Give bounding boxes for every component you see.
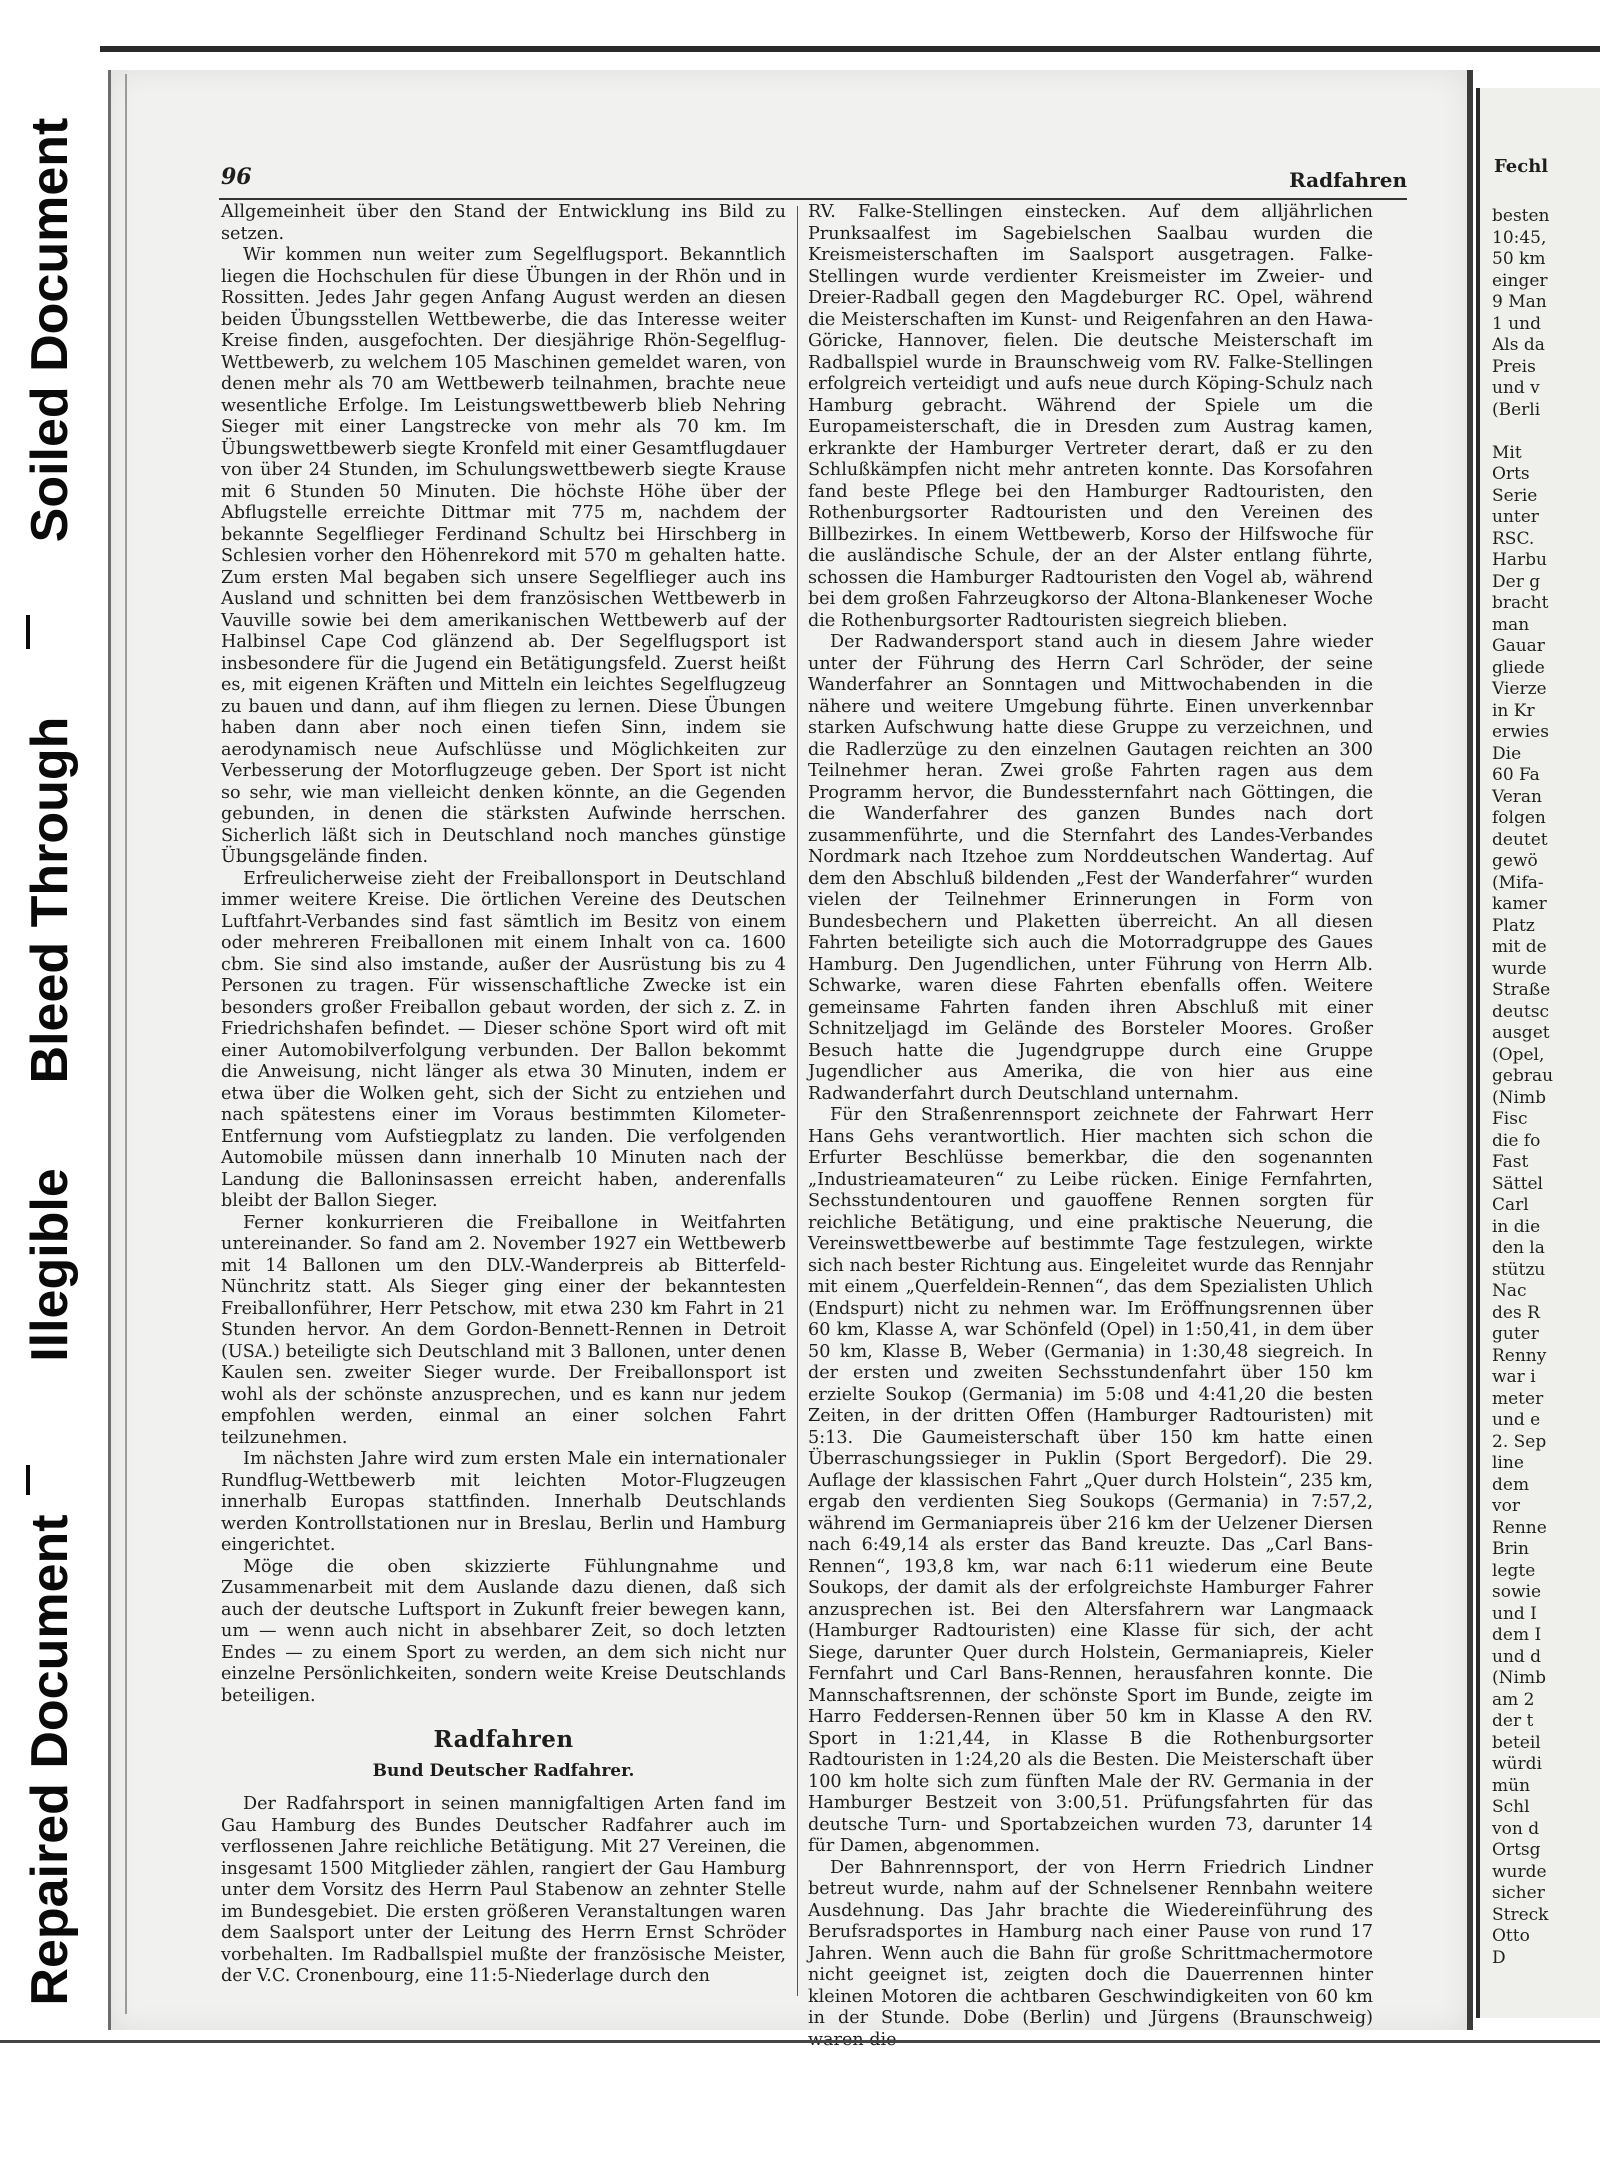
- adjacent-page-line: 50 km: [1492, 249, 1546, 269]
- page-number: 96: [221, 164, 252, 190]
- adjacent-page-line: gewö: [1492, 851, 1538, 871]
- adjacent-page-line: (Nimb: [1492, 1087, 1546, 1108]
- adjacent-page-line: in die: [1492, 1216, 1541, 1237]
- soiled-document-label: Soiled Document: [21, 117, 79, 543]
- header-rule: [219, 198, 1407, 200]
- adjacent-page-line: (Opel,: [1492, 1044, 1545, 1065]
- adjacent-page-line: ausget: [1492, 1023, 1550, 1043]
- adjacent-page-line: Preis: [1492, 356, 1536, 377]
- adjacent-page-line: Renne: [1492, 1517, 1547, 1538]
- adjacent-page-line: in Kr: [1492, 700, 1535, 721]
- adjacent-page-line: Straße: [1492, 980, 1551, 1000]
- adjacent-page-line: einger: [1492, 270, 1548, 291]
- adjacent-page-line: beteil: [1492, 1732, 1541, 1753]
- adjacent-page-line: Brin: [1492, 1539, 1530, 1559]
- adjacent-page-line: des R: [1492, 1302, 1540, 1323]
- adjacent-page-line: Die: [1492, 743, 1522, 764]
- adjacent-page-line: am 2: [1492, 1689, 1535, 1710]
- adjacent-page-line: die fo: [1492, 1130, 1541, 1151]
- adjacent-page-line: Als da: [1492, 335, 1545, 355]
- paragraph: Wir kommen nun weiter zum Segelflugsport. Bekanntlich liegen die Hochschulen für diese Übungen in der Rhön und in Rossitten. Jedes Jahr gegen Anfang August werden an diesen beiden Übungsstellen Wettbewerbe, die das Interesse weiter Kreise finden, ausgefochten. Der diesjährige Rhön-Segelflug-Wettbewerb, zu welchem 105 Maschinen gemeldet waren, von denen mehr als 70 am Wettbewerb teilnahmen, brachte neue wesentliche Erfolge. Im Leistungswettbewerb blieb Nehring Sieger mit einer Langstrecke von mehr als 70 km. Im Übungswettbewerb siegte Kronfeld mit einer Gesamtflugdauer von über 24 Stunden, im Schulungswettbewerb siegte Krause mit 6 Stunden 50 Minuten. Die höchste Höhe über der Abflugstelle erreichte Dittmar mit 775 m, nachdem der bekannte Segelflieger Ferdinand Schultz bei Hirschberg in Schlesien vorher den Höhenrekord mit 570 m gehalten hatte. Zum ersten Mal begaben sich unsere Segelflieger auch ins Ausland und schnitten bei dem französischen Wettbewerb in Vauville sowie bei dem amerikanischen Wettbewerb auf der Halbinsel Cape Cod glänzend ab. Der Segelflugsport ist insbesondere für die Jugend ein Betätigungsfeld. Zuerst heißt es, mit eigenen Kräften und Mitteln ein leichtes Segelflugzeug zu bauen und dann, auf ihm fliegen zu lernen. Diese Übungen haben dann aber noch einen tiefen Sinn, indem sie aerodynamisch neue Aufschlüsse und Möglichkeiten zur Verbesserung der Motorflugzeuge geben. Der Sport ist nicht so sehr, wie man vielleicht denken könnte, an die Gegenden gebunden, in denen die stärksten Aufwinde herrschen. Sicherlich läßt sich in Deutschland noch manches günstige Übungsgelände finden.: [221, 245, 786, 867]
- adjacent-page-text: [1492, 206, 1600, 1969]
- paragraph: Der Radwandersport stand auch in diesem Jahre wieder unter der Führung des Herrn Carl Schröder, der seine Wanderfahrer an Sonntagen und Mittwochabenden in die nähere und weitere Umgebung führte. Einen unverkennbar starken Aufschwung hatte diese Gruppe zu verzeichnen, und die Radlerzüge zu den einzelnen Gautagen reichten an 300 Teilnehmer heran. Zwei große Fahrten ragen aus dem Programm hervor, die Bundessternfahrt nach Göttingen, die die Wanderfahrer des ganzen Bundes nach dort zusammenführte, und die Sternfahrt des Landes-Verbandes Nordmark nach Itzehoe zum Norddeutschen Wandertag. Auf dem den Abschluß bildenden „Fest der Wanderfahrer“ wurden vielen der Teilnehmer Erinnerungen in Form von Bundesbechern und Plaketten überreicht. An all diesen Fahrten beteiligte sich auch die Motorradgruppe des Gaues Hamburg. Den Jugendlichen, unter Führung von Herrn Alb. Schwarke, waren diese Fahrten ebenfalls offen. Weitere gemeinsame Fahrten fanden ihren Abschluß mit einer Schnitzeljagd im Gelände des Borsteler Moores. Großer Besuch hatte die Jugendgruppe durch eine Gruppe Jugendlicher aus Amerika, die von hier aus eine Radwanderfahrt durch Deutschland unternahm.: [808, 632, 1373, 1104]
- adjacent-page-line: Harbu: [1492, 550, 1547, 570]
- document-page: [108, 70, 1473, 2030]
- adjacent-page-line: Nac: [1492, 1281, 1527, 1301]
- adjacent-page-line: und d: [1492, 1646, 1542, 1667]
- adjacent-page-line: 10:45,: [1492, 227, 1547, 248]
- paragraph: Im nächsten Jahre wird zum ersten Male ein internationaler Rundflug-Wettbewerb mit leichten Motor-Flugzeugen innerhalb Europas stattfinden. Innerhalb Deutschlands werden Kontrollstationen nur in Breslau, Berlin und Hamburg eingerichtet.: [221, 1449, 786, 1555]
- repaired-document-label: Repaired Document: [21, 1514, 79, 2006]
- adjacent-page-line: line: [1492, 1453, 1524, 1473]
- adjacent-page-line: Renny: [1492, 1345, 1547, 1366]
- adjacent-page-line: unter: [1492, 507, 1539, 527]
- adjacent-page-line: folgen: [1492, 808, 1546, 828]
- adjacent-page-line: (Mifa-: [1492, 872, 1544, 893]
- adjacent-page-line: würdi: [1492, 1754, 1542, 1774]
- adjacent-page-line: von d: [1492, 1818, 1540, 1839]
- adjacent-page-line: Streck: [1492, 1904, 1549, 1925]
- adjacent-page-line: Orts: [1492, 464, 1530, 484]
- adjacent-page-line: kamer: [1492, 894, 1547, 914]
- adjacent-page-line: war i: [1492, 1367, 1536, 1387]
- adjacent-page-line: den la: [1492, 1238, 1545, 1258]
- adjacent-page-line: 60 Fa: [1492, 765, 1540, 785]
- adjacent-page-line: 9 Man: [1492, 292, 1547, 312]
- section-subtitle: Bund Deutscher Radfahrer.: [372, 1760, 635, 1781]
- adjacent-page-line: 2. Sep: [1492, 1431, 1547, 1452]
- adjacent-page-line: deutet: [1492, 829, 1548, 850]
- adjacent-page: [1476, 88, 1600, 2018]
- adjacent-page-line: [1492, 421, 1600, 443]
- adjacent-page-line: Mit: [1492, 442, 1522, 463]
- adjacent-page-line: vor: [1492, 1496, 1520, 1516]
- adjacent-page-line: legte: [1492, 1560, 1536, 1581]
- adjacent-page-line: deutsc: [1492, 1001, 1549, 1022]
- paragraph: Für den Straßenrennsport zeichnete der Fahrwart Herr Hans Gehs verantwortlich. Hier machten sich schon die Erfurter Beschlüsse bemerkbar, die den sogenannten „Industrieamateuren“ zu Leibe rücken. Einige Fernfahrten, Sechsstundentouren und gauoffene Rennen sorgten für reichliche Betätigung, und eine praktische Neuerung, die Vereinswettbewerbe auf bestimmte Tage festzulegen, wirkte sich nach bester Richtung aus. Eingeleitet wurde das Rennjahr mit einem „Querfeldein-Rennen“, das dem Spezialisten Uhlich (Endspurt) nicht zu nehmen war. Im Eröffnungsrennen über 60 km, Klasse A, war Schönfeld (Opel) in 1:50,41, in dem über 50 km, Klasse B, Weber (Germania) in 1:30,48 siegreich. In der ersten und zweiten Sechsstundenfahrt über 150 km erzielte Soukop (Germania) im 5:08 und 4:41,20 die besten Zeiten, in der dritten Offen (Hamburger Radtouristen) mit 5:13. Die Gaumeisterschaft über 150 km hatte einen Überraschungssieger in Puklin (Sport Bergedorf). Die 29. Auflage der klassischen Fahrt „Quer durch Holstein“, 235 km, ergab den verdienten Sieg Soukops (Germania) in 7:57,2, während im Germaniapreis über 216 km der Uelzener Diersen nach 6:49,14 als erster das Band kreuzte. Das „Carl Bans-Rennen“, 193,8 km, war nach 6:11 wiederum eine Beute Soukops, der damit als der erfolgreichste Hamburger Fahrer anzusprechen ist. Bei den Altersfahrern war Langmaack (Hamburger Radtouristen) eine Klasse für sich, der acht Siege, darunter Quer durch Holstein, Germaniapreis, Kieler Fernfahrt und Carl Bans-Rennen, herausfahren konnte. Die Mannschaftsrennen, der schönste Sport im Bunde, zeigte im Harro Feddersen-Rennen über 50 km in Klasse A den RV. Sport in 1:21,44, in Klasse B die Rothenburgsorter Radtouristen in 1:24,20 als die Besten. Die Meisterschaft über 100 km holte sich zum fünften Male der RV. Germania in der Hamburger Bestzeit von 3:00,51. Prüfungsfahrten für das deutsche Turn- und Sportabzeichen wurden 73, darunter 14 für Damen, abgenommen.: [808, 1105, 1373, 1856]
- paragraph: Erfreulicherweise zieht der Freiballonsport in Deutschland immer weitere Kreise. Die örtlichen Vereine des Deutschen Luftfahrt-Verbandes sind fast sämtlich im Besitz von einem oder mehreren Freiballonen mit einem Inhalt von ca. 1600 cbm. Sie sind also imstande, außer der Ausrüstung bis zu 4 Personen zu tragen. Für wissenschaftliche Zwecke ist ein besonders großer Freiballon gebaut worden, der sich z. Z. in Friedrichshafen befindet. — Dieser schöne Sport wird oft mit einer Automobilverfolgung verbunden. Der Ballon bekommt die Anweisung, nicht länger als etwa 30 Minuten, indem er etwa über die Wolken geht, sich der Sicht zu entziehen und nach spätestens einer im Voraus bestimmten Kilometer-Entfernung vom Aufstiegplatz zu landen. Die verfolgenden Automobile müssen dann innerhalb 10 Minuten nach der Landung die Balloninsassen erreicht haben, anderenfalls bleibt der Ballon Sieger.: [221, 868, 786, 1211]
- adjacent-page-line: bracht: [1492, 593, 1549, 613]
- adjacent-page-line: D: [1492, 1947, 1506, 1968]
- left-column: [221, 202, 786, 1988]
- adjacent-page-line: dem: [1492, 1474, 1530, 1495]
- adjacent-page-line: Fisc: [1492, 1109, 1528, 1129]
- adjacent-page-line: Sättel: [1492, 1173, 1543, 1194]
- adjacent-page-line: man: [1492, 614, 1530, 635]
- adjacent-page-line: stützu: [1492, 1259, 1546, 1280]
- adjacent-page-line: Platz: [1492, 915, 1535, 936]
- adjacent-page-line: Carl: [1492, 1195, 1529, 1215]
- adjacent-page-line: erwies: [1492, 722, 1549, 742]
- paragraph: RV. Falke-Stellingen einstecken. Auf dem alljährlichen Prunksaalfest im Sagebielschen Saalbau wurden die Kreismeisterschaften im Saalsport ausgetragen. Falke-Stellingen wurde verdienter Kreismeister im Zweier- und Dreier-Radball gegen den Magdeburger RC. Opel, während die Meisterschaften im Kunst- und Reigenfahren an den Hawa-Göricke, Hannover, fielen. Die deutsche Meisterschaft im Radballspiel wurde in Braunschweig vom RV. Falke-Stellingen erfolgreich verteidigt und aufs neue durch Köping-Schulz nach Hamburg gebracht. Während der Spiele um die Europameisterschaft, die in Dresden zum Austrag kamen, erkrankte der Hamburger Vertreter derart, daß er zu den Schlußkämpfen nicht mehr antreten konnte. Das Korsofahren fand beste Pflege bei den Hamburger Radtouristen, den Rothenburgsorter Radtouristen und den Vereinen des Billbezirkes. In einem Wettbewerb, Korso der Hilfswoche für die ausländische Schule, der an der Alster entlang führte, schossen die Hamburger Radtouristen den Vogel ab, während bei dem großen Fahrzeugkorso der Altona-Blankeneser Woche die Rothenburgsorter Radtouristen siegreich blieben.: [808, 202, 1373, 631]
- adjacent-page-line: Fast: [1492, 1152, 1529, 1172]
- adjacent-page-line: sowie: [1492, 1582, 1542, 1602]
- column-rule: [797, 206, 798, 1996]
- paragraph: Ferner konkurrieren die Freiballone in Weitfahrten untereinander. So fand am 2. November 1927 ein Wettbewerb mit 14 Ballonen um den DLV.-Wanderpreis ab Bitterfeld-Nünchritz statt. Als Sieger ging einer der bekanntesten Freiballonführer, Herr Petschow, mit etwa 230 km Fahrt in 21 Stunden hervor. An dem Gordon-Bennett-Rennen in Detroit (USA.) beteiligte sich Deutschland mit 3 Ballonen, unter denen Kaulen sen. zweiter Sieger wurde. Der Freiballonsport ist wohl als der schönste anzusprechen, und es kann nur jedem empfohlen werden, einmal an einer solchen Fahrt teilzunehmen.: [221, 1212, 786, 1448]
- section-title: Radfahren: [433, 1726, 574, 1753]
- adjacent-page-line: 1 und: [1492, 313, 1541, 334]
- adjacent-page-line: der t: [1492, 1711, 1534, 1731]
- adjacent-page-line: sicher: [1492, 1883, 1545, 1903]
- adjacent-page-line: wurde: [1492, 958, 1547, 979]
- paragraph: Der Radfahrsport in seinen mannigfaltigen Arten fand im Gau Hamburg des Bundes Deutscher Radfahrer auch im verflossenen Jahre reichliche Betätigung. Mit 27 Vereinen, die insgesamt 1500 Mitglieder zählen, rangiert der Gau Hamburg unter dem Vorsitz des Herrn Paul Stabenow an zehnter Stelle im Bundesgebiet. Die ersten größeren Veranstaltungen waren dem Saalsport unter der Leitung des Herrn Ernst Schröder vorbehalten. Im Radballspiel mußte der französische Meister, der V.C. Cronenbourg, eine 11:5-Niederlage durch den: [221, 1794, 786, 1986]
- adjacent-page-line: (Nimb: [1492, 1668, 1546, 1688]
- adjacent-page-line: Schl: [1492, 1797, 1530, 1817]
- paragraph: Allgemeinheit über den Stand der Entwicklung ins Bild zu setzen.: [221, 202, 786, 244]
- adjacent-page-line: Otto: [1492, 1926, 1530, 1946]
- adjacent-page-line: Vierze: [1492, 679, 1547, 699]
- adjacent-page-line: mün: [1492, 1775, 1531, 1796]
- adjacent-page-line: RSC.: [1492, 528, 1535, 549]
- illegible-label: Illegible: [21, 1168, 79, 1362]
- adjacent-page-line: mit de: [1492, 937, 1547, 957]
- scanned-sheet: [100, 46, 1600, 2042]
- adjacent-page-line: Serie: [1492, 485, 1538, 506]
- adjacent-page-line: und I: [1492, 1603, 1537, 1624]
- adjacent-page-line: Gauar: [1492, 636, 1545, 656]
- adjacent-page-line: dem I: [1492, 1625, 1542, 1645]
- label-separator: [26, 615, 30, 649]
- label-separator: [26, 1465, 30, 1495]
- adjacent-page-line: Der g: [1492, 571, 1541, 592]
- adjacent-page-line: wurde: [1492, 1861, 1547, 1882]
- adjacent-page-line: gebrau: [1492, 1066, 1554, 1086]
- adjacent-page-line: gliede: [1492, 657, 1545, 678]
- bleed-through-label: Bleed Through: [21, 716, 79, 1084]
- adjacent-page-line: (Berli: [1492, 399, 1541, 420]
- adjacent-page-line: Ortsg: [1492, 1840, 1541, 1860]
- right-column: [808, 202, 1373, 2051]
- adjacent-page-head: Fechl: [1494, 156, 1549, 177]
- adjacent-page-line: und e: [1492, 1410, 1541, 1430]
- running-head: Radfahren: [1289, 168, 1407, 192]
- adjacent-page-line: besten: [1492, 206, 1550, 226]
- label-band: [0, 0, 100, 2030]
- adjacent-page-line: meter: [1492, 1388, 1544, 1409]
- adjacent-page-line: und v: [1492, 378, 1540, 398]
- paragraph: Möge die oben skizzierte Fühlungnahme und Zusammenarbeit mit dem Auslande dazu dienen, daß sich auch der deutsche Luftsport in Zukunft freier bewegen kann, um — wenn auch nicht in absehbarer Zeit, so doch letzten Endes — zu einem Sport zu werden, an dem sich nicht nur einzelne Persönlichkeiten, sondern weite Kreise Deutschlands beteiligen.: [221, 1556, 786, 1706]
- adjacent-page-line: guter: [1492, 1324, 1539, 1344]
- scan-bottom-edge: [0, 2040, 1600, 2043]
- adjacent-page-line: Veran: [1492, 786, 1542, 807]
- paragraph: Der Bahnrennsport, der von Herrn Friedrich Lindner betreut wurde, nahm auf der Schnelsener Rennbahn weitere Ausdehnung. Das Jahr brachte die Wiedereinführung des Berufsradsportes in Hamburg nach einer Pause von rund 17 Jahren. Wenn auch die Bahn für große Schrittmachermotore nicht geeignet ist, zeigten doch die Dauerrennen hinter kleinen Motoren die achtbaren Geschwindigkeiten von 60 km in der Stunde. Dobe (Berlin) und Jürgens (Braunschweig): [808, 1857, 1373, 2028]
